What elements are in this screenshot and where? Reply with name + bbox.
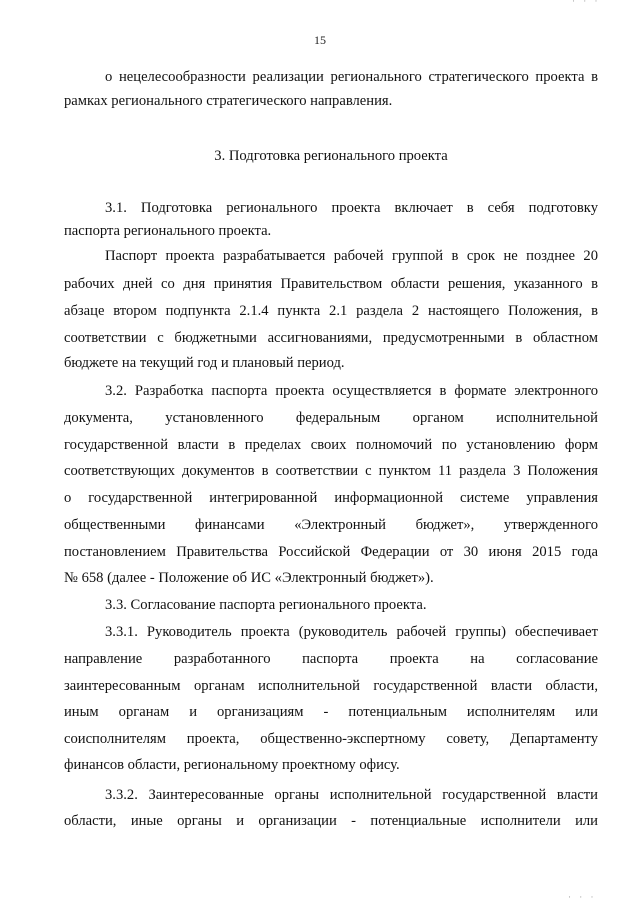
text-line: иным органам и организациям - потенциальным исполнителям или (64, 704, 598, 720)
section-heading: 3. Подготовка регионального проекта (214, 148, 448, 164)
text-line: области, иные органы и организации - потенциальные исполнители или (64, 813, 598, 829)
text-line: о государственной интегрированной информационной системе управления (64, 490, 598, 506)
text-line: рамках регионального стратегического направления. (64, 93, 393, 109)
text-line: Паспорт проекта разрабатывается рабочей группой в срок не позднее 20 (105, 248, 598, 264)
text-line: соответствии с бюджетными ассигнованиями, предусмотренными в областном (64, 330, 598, 346)
text-line: соответствующих документов в соответствии с пунктом 11 раздела 3 Положения (64, 463, 598, 479)
text-line: 3.1. Подготовка регионального проекта включает в себя подготовку (105, 200, 598, 216)
text-line: 3.3.1. Руководитель проекта (руководитель рабочей группы) обеспечивает (105, 624, 598, 640)
text-line: 3.2. Разработка паспорта проекта осуществляется в формате электронного (105, 383, 598, 399)
text-line: общественными финансами «Электронный бюджет», утвержденного (64, 517, 598, 533)
text-line: постановлением Правительства Российской Федерации от 30 июня 2015 года (64, 544, 598, 560)
text-line: государственной власти в пределах своих полномочий по установлению форм (64, 437, 598, 453)
text-line: паспорта регионального проекта. (64, 223, 272, 239)
text-line: бюджете на текущий год и плановый период. (64, 355, 345, 371)
text-line: заинтересованным органам исполнительной государственной власти области, (64, 678, 598, 694)
text-line: 3.3. Согласование паспорта регионального проекта. (105, 597, 427, 613)
text-line: соисполнителям проекта, общественно-экспертному совету, Департаменту (64, 731, 598, 747)
scan-mark-top: · · · (572, 0, 601, 6)
scan-mark-bottom: · · · (568, 892, 597, 902)
text-line: направление разработанного паспорта проекта на согласование (64, 651, 598, 667)
text-line: финансов области, региональному проектному офису. (64, 757, 400, 773)
text-line: № 658 (далее - Положение об ИС «Электронный бюджет»). (64, 570, 434, 586)
text-line: документа, установленного федеральным органом исполнительной (64, 410, 598, 426)
text-line: абзаце втором подпункта 2.1.4 пункта 2.1 раздела 2 настоящего Положения, в (64, 303, 598, 319)
text-line: рабочих дней со дня принятия Правительством области решения, указанного в (64, 276, 598, 292)
text-line: 3.3.2. Заинтересованные органы исполнительной государственной власти (105, 787, 598, 803)
page-number: 15 (314, 33, 326, 47)
text-line: о нецелесообразности реализации регионального стратегического проекта в (105, 69, 598, 85)
